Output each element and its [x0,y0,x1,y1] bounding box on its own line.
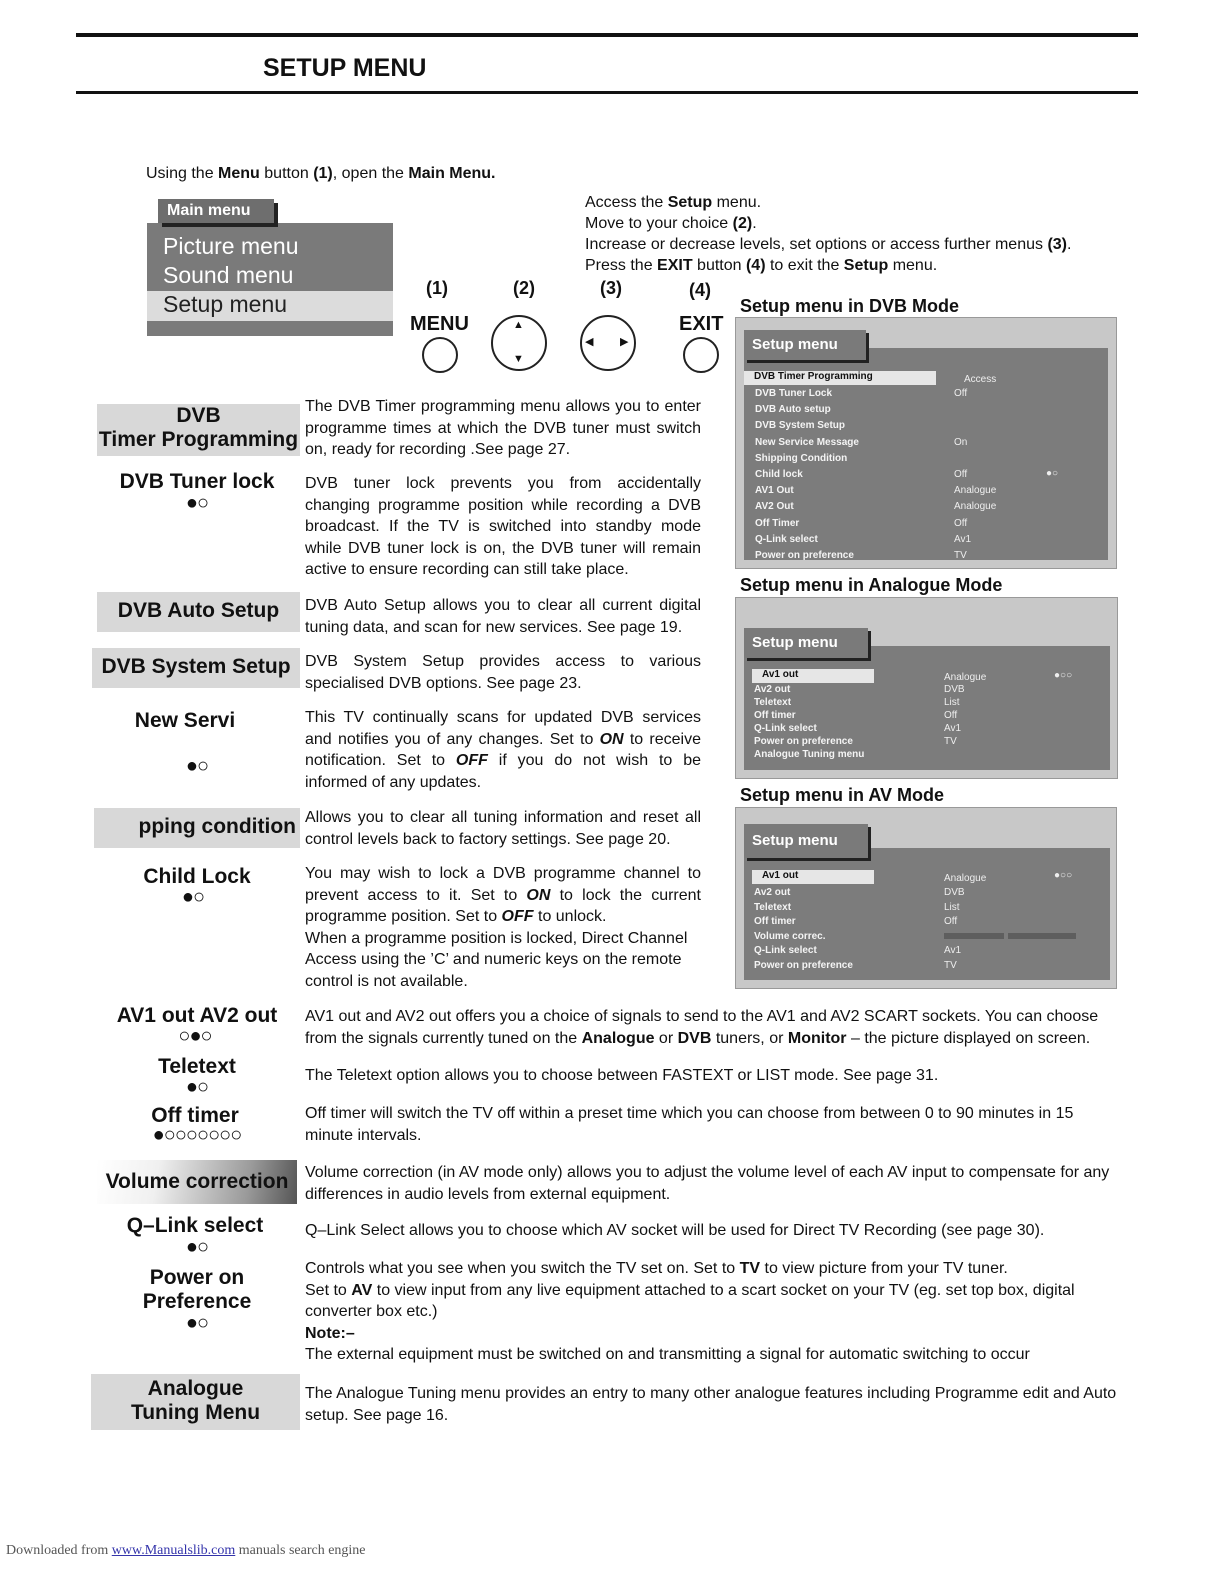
label-shipping-condition: pping condition [94,808,300,848]
dvb-screen-row: New Service Message [755,436,859,448]
desc-child-lock: You may wish to lock a DVB programme channel to prevent access to it. Set to ON to lock the current programme position. Set to OFF to unlock. When a programme position is locked, Direct Channel Access using the ’C’ and numeric keys on the remote control is not available. [305,865,701,990]
dvb-screen-value: Off [954,469,968,480]
av-out-dots: ○●○ [178,1025,212,1047]
analogue-screen-row: Av2 out [754,684,791,695]
desc-shipping-condition: Allows you to clear all tuning information and reset all control levels back to factory settings. See page 20. [305,809,701,848]
dvb-screen-row: AV1 Out [755,485,794,497]
av-screen-row: Off timer [754,916,796,928]
label-off-timer: Off timer [151,1104,239,1127]
arrow-right-icon: ▶ [620,336,629,348]
analogue-screen-row: Teletext [754,697,792,708]
menu-button-label: MENU [410,313,469,335]
analogue-screen-value: DVB [944,684,965,695]
av-screen-selected: Av1 out [752,870,874,884]
av-setup-screen: Setup menu Av1 out Analogue ●○○ Av2 out DVB Teletext List Off timer Off Volume correc. Q-Link select Av1 Power on preference TV [735,807,1117,989]
dvb-screen-row: Power on preference [755,550,854,561]
analogue-screen-dots: ●○○ [1054,670,1073,681]
analogue-screen-value: TV [944,736,957,747]
title-rule [76,91,1138,94]
dvb-screen-row: DVB Tuner Lock [755,388,833,399]
av-screen-row: Av2 out [754,887,791,898]
main-menu-item-selected: Setup menu [147,291,393,321]
label-child-lock: Child Lock [143,865,251,888]
main-menu-item: Picture menu [163,233,299,259]
step-3: Increase or decrease levels, set options or access further menus (3). [585,236,1072,253]
dvb-screen-value: Off [954,517,968,529]
analogue-screen-heading: Setup menu in Analogue Mode [740,575,1003,595]
menu-button[interactable] [422,337,458,373]
main-menu-tab: Main menu [158,199,274,223]
dvb-screen-dots: ●○ [1046,468,1059,479]
analogue-screen-value: Av1 [944,723,962,734]
dvb-screen-heading: Setup menu in DVB Mode [740,296,960,316]
analogue-setup-screen: Setup menu Av1 out Analogue ●○○ Av2 out DVB Teletext List Off timer Off Q-Link select Av1 Power on preference TV Analogue Tuning menu [735,597,1118,779]
volume-bar-left [944,933,1004,939]
label-qlink-select: Q–Link select [126,1214,264,1237]
analogue-screen-row: Analogue Tuning menu [754,749,865,760]
desc-volume-correction: Volume correction (in AV mode only) allows you to adjust the volume level of each AV input to compensate for any differences in audio levels from external equipment. [305,1164,1110,1203]
analogue-screen-value: List [944,697,960,708]
intro-text: Using the Menu button (1), open the Main Menu. [146,165,496,182]
dvb-screen-selected: DVB Timer Programming [744,371,936,385]
label-av-out: AV1 out AV2 out [116,1004,278,1027]
label-dvb-system-setup: DVB System Setup [92,648,300,688]
label-dvb-tuner-lock: DVB Tuner lock [119,470,275,493]
label-volume-correction: Volume correction [97,1160,297,1204]
av-screen-dots: ●○○ [1054,870,1073,881]
analogue-screen-selected: Av1 out [752,669,874,683]
dvb-screen-row: DVB Auto setup [755,404,831,416]
dvb-screen-value: Av1 [954,533,972,545]
desc-teletext: The Teletext option allows you to choose between FASTEXT or LIST mode. See page 31. [305,1067,939,1084]
analogue-screen-value: Off [944,710,958,721]
top-rule [76,33,1138,37]
new-service-dots: ●○ [185,755,209,777]
label-dvb-auto-setup: DVB Auto Setup [97,592,300,632]
step-number-1: (1) [426,278,448,298]
exit-button[interactable] [683,337,719,373]
main-menu-panel [147,223,393,336]
step-1: Access the Setup menu. [585,194,762,211]
analogue-screen-row: Power on preference [754,736,853,747]
av-screen-value: DVB [944,887,965,898]
label-teletext: Teletext [158,1055,236,1078]
arrow-left-icon: ◀ [585,336,594,348]
page-title: SETUP MENU [263,54,427,82]
main-menu-item: Sound menu [163,262,294,288]
av-screen-row: Volume correc. [754,930,826,942]
dvb-screen-row: Child lock [755,469,803,480]
volume-bar-right [1008,933,1076,939]
footer: Downloaded from www.Manualslib.com manuals search engine [6,1543,366,1558]
desc-dvb-auto-setup: DVB Auto Setup allows you to clear all current digital tuning data, and scan for new services. See page 19. [305,597,701,636]
left-right-button[interactable] [580,315,636,371]
av-screen-row: Power on preference [754,960,853,971]
step-number-4: (4) [689,280,711,300]
desc-analogue-tuning-menu: The Analogue Tuning menu provides an entry to many other analogue features including Programme edit and Auto setup. See page 16. [305,1385,1117,1424]
dvb-screen-value: TV [954,550,967,561]
arrow-down-icon: ▼ [513,353,524,365]
qlink-dots: ●○ [185,1236,209,1258]
desc-dvb-tuner-lock: DVB tuner lock prevents you from accidentally changing programme position while recording a DVB broadcast. If the TV is switched into standby mode while DVB tuner lock is on, the DVB tuner will remain active to ensure recording can still take place. [305,475,701,578]
av-screen-value: List [944,901,960,913]
dvb-tuner-lock-dots: ●○ [185,492,209,514]
teletext-dots: ●○ [185,1076,209,1098]
child-lock-dots: ●○ [181,886,205,908]
label-analogue-tuning-menu: Analogue Tuning Menu [91,1374,300,1430]
dvb-screen-row: Q-Link select [755,533,818,545]
av-screen-heading: Setup menu in AV Mode [740,785,945,805]
desc-dvb-system-setup: DVB System Setup provides access to various specialised DVB options. See page 23. [305,653,701,692]
analogue-screen-row: Off timer [754,710,796,721]
power-on-dots: ●○ [185,1312,209,1334]
dvb-screen-row: Off Timer [755,517,800,529]
label-power-on-preference: Power on Preference [142,1266,252,1313]
desc-new-service: This TV continually scans for updated DVB services and notifies you of any changes. Set to ON to receive notification. Set to OFF if you do not wish to be informed of any updates. [305,709,702,791]
desc-qlink-select: Q–Link Select allows you to choose which AV socket will be used for Direct TV Recording (see page 30). [305,1222,1045,1239]
steps-list [585,192,1071,276]
analogue-screen-row: Q-Link select [754,723,817,734]
av-screen-value: Av1 [944,945,962,957]
dvb-screen-value: Off [954,388,968,399]
arrow-up-icon: ▲ [513,319,524,331]
label-new-service: New Servi [134,709,236,732]
dvb-screen-value: Analogue [954,501,997,513]
dvb-screen-row: DVB System Setup [755,420,846,432]
off-timer-dots: ●○○○○○○○ [152,1124,242,1146]
dvb-screen-value: Analogue [954,485,997,497]
dvb-screen-row: Shipping Condition [755,452,848,464]
desc-dvb-timer: The DVB Timer programming menu allows you to enter programme times at which the DVB tuner must switch on, ready for recording .See page 27. [305,398,701,458]
step-number-2: (2) [513,278,535,298]
av-screen-row: Teletext [754,901,792,913]
desc-av-out: AV1 out and AV2 out offers you a choice of signals to send to the AV1 and AV2 SCART sockets. You can choose from the signals currently tuned on the Analogue or DVB tuners, or Monitor – the picture displayed on screen. [305,1008,1099,1047]
exit-button-label: EXIT [679,313,724,335]
av-screen-value: TV [944,960,957,971]
step-2: Move to your choice (2). [585,215,757,232]
manualslib-link[interactable]: www.Manualslib.com [111,1543,236,1558]
label-dvb-timer-programming: DVB Timer Programming [97,404,300,456]
desc-power-on-preference: Controls what you see when you switch the TV set on. Set to TV to view picture from your TV tuner. Set to AV to view input from any live equipment attached to a scart socket on your TV (eg. set top box, digital converter box etc.) Note:– The external equipment must be switched on and transmitting a signal for automatic switching to occur [305,1260,1075,1363]
av-screen-value: Off [944,916,958,928]
av-screen-tab: Setup menu [744,824,868,858]
dvb-setup-screen: Setup menu DVB Timer Programming Access ●○ DVB Tuner Lock Off DVB Auto setup DVB System Setup New Service Message On Shipping Condition Child lock Off AV1 Out Analogue AV2 Out Analogue Off Timer Off Q-Link select Av1 Power on preference TV [735,317,1117,569]
av-screen-row: Q-Link select [754,945,817,957]
dvb-screen-value: On [954,436,968,448]
desc-off-timer: Off timer will switch the TV off within a preset time which you can choose from between 0 to 90 minutes in 15 minute intervals. [305,1105,1074,1144]
dvb-screen-tab: Setup menu [744,330,866,360]
up-down-button[interactable] [491,315,547,371]
analogue-screen-tab: Setup menu [744,628,868,658]
step-number-3: (3) [600,278,622,298]
step-4: Press the EXIT button (4) to exit the Setup menu. [585,257,938,274]
dvb-screen-row: AV2 Out [755,501,794,513]
